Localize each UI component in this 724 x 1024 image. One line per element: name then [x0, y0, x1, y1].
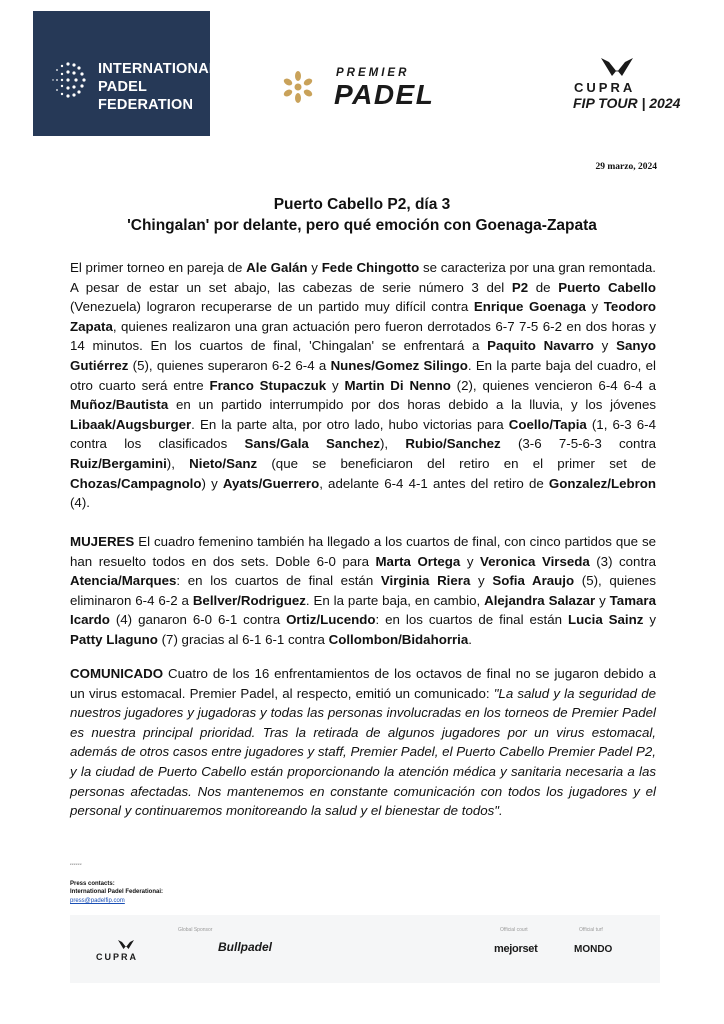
- text-run: : en los cuartos de final están: [375, 612, 568, 628]
- text-run: y: [643, 612, 657, 628]
- text-run: y: [593, 338, 617, 354]
- bold-run: Martin Di Nenno: [344, 377, 451, 393]
- text-run: ),: [380, 436, 406, 452]
- bold-run: Muñoz/Bautista: [70, 397, 169, 413]
- italic-quote-run: "La salud y la seguridad de nuestros jugadores y jugadoras y todas las personas involucradas en los torneos de Premier Padel es nuestra principal prioridad. Tras la retirada de algunos jugadores por un virus estomacal, además de otros casos entre jugadores y staff, Premier Padel, el Puerto Cabello Premier Padel P2, y la ciudad de Puerto Cabello están proporcionando la atención médica y sanitaria necesaria a las personas afectadas. Nos mantenemos en constante comunicación con todos los jugadores y el personal y continuaremos monitoreando la salud y el bienestar de todos".: [70, 685, 656, 819]
- text-run: (5), quienes superaron 6-2 6-4 a: [128, 357, 331, 373]
- mejorset-logo: mejorset: [494, 943, 538, 955]
- text-run: El cuadro femenino también ha llegado a los cuartos de final, con cinco partidos que se han resuelto todos en dos sets. Doble 6-0 para: [70, 534, 656, 569]
- text-run: se caracteriza por una gran remontada. A pesar de estar un set abajo, las cabezas de serie número 3 del: [70, 260, 657, 295]
- press-contacts: [70, 880, 163, 905]
- ipf-line-1: INTERNATIONAL: [98, 61, 218, 77]
- cupra-wordmark: CUPRA: [574, 80, 636, 95]
- bold-run: Rubio/Sanchez: [405, 436, 501, 452]
- press-release-date: 29 marzo, 2024: [595, 162, 657, 172]
- tiny-mark: xxxxxx: [70, 862, 82, 866]
- text-run: (que se beneficiaron del retiro en el primer set de: [257, 455, 656, 471]
- text-run: (Venezuela) lograron recuperarse de un partido muy difícil contra: [70, 299, 474, 315]
- bold-run: Nunes/Gomez Silingo: [330, 357, 468, 373]
- bold-run: Sans/Gala Sanchez: [244, 436, 380, 452]
- ipf-line-2: PADEL: [98, 79, 148, 95]
- premier-padel-premier-text: PREMIER: [336, 67, 410, 79]
- text-run: El primer torneo en pareja de: [70, 260, 247, 275]
- text-run: (4).: [70, 495, 90, 511]
- bold-run: P2: [511, 279, 529, 295]
- footer-cupra-logo-icon: [117, 939, 135, 950]
- bold-run: Paquito Navarro: [487, 338, 594, 354]
- text-run: (3) contra: [589, 553, 656, 569]
- bold-run: Alejandra Salazar: [484, 592, 596, 608]
- text-run: . En la parte baja del cuadro, el otro cuarto será entre: [70, 357, 656, 393]
- premier-padel-flower-icon: [283, 66, 313, 108]
- bold-run: Tamara Icardo: [70, 592, 656, 628]
- text-run: y: [326, 377, 345, 393]
- text-run: y: [585, 299, 604, 315]
- cupra-logo-icon: [599, 56, 635, 78]
- press-contacts-org: International Padel Federationai:: [70, 889, 164, 896]
- bold-run: Veronica Virseda: [480, 553, 590, 569]
- bold-run: Marta Ortega: [375, 553, 461, 569]
- bold-run: Gonzalez/Lebron: [548, 475, 657, 491]
- text-run: ) y: [201, 475, 223, 491]
- bold-run: Ayats/Guerrero: [222, 475, 320, 491]
- bold-run: Puerto Cabello: [558, 279, 656, 295]
- text-run: , quienes realizaron una gran actuación pero fueron derrotados 6-7 7-5 6-2 en dos horas y 14 minutos. En los cuartos de final, 'Chingalan' se enfrentará a: [70, 318, 656, 354]
- bold-run: Nieto/Sanz: [189, 455, 258, 471]
- bold-run: COMUNICADO: [70, 666, 164, 681]
- bold-run: Lucia Sainz: [567, 612, 644, 628]
- bold-run: Fede Chingotto: [321, 260, 420, 275]
- bold-run: Franco Stupaczuk: [209, 377, 327, 393]
- bold-run: MUJERES: [70, 534, 135, 549]
- bold-run: Patty Llaguno: [70, 631, 158, 647]
- bold-run: Enrique Goenaga: [473, 299, 586, 315]
- text-run: .: [468, 631, 472, 647]
- footer-cupra-wordmark: CUPRA: [96, 952, 139, 962]
- text-run: (3-6 7-5-6-3 contra: [500, 436, 656, 452]
- text-run: . En la parte alta, por otro lado, hubo victorias para: [191, 416, 509, 432]
- sponsor-footer: [70, 915, 660, 983]
- paragraph-women: [70, 532, 656, 650]
- bold-run: Sanyo Gutiérrez: [70, 338, 656, 373]
- press-email-link[interactable]: press@padelfip.com: [70, 897, 125, 904]
- bold-run: Collombon/Bidahorria: [328, 631, 469, 647]
- text-run: y: [595, 592, 610, 608]
- text-run: (5), quienes eliminaron 6-4 6-2 a: [70, 573, 656, 608]
- text-run: (1, 6-3 6-4 contra los clasificados: [70, 416, 656, 452]
- bold-run: Teodoro Zapata: [70, 299, 656, 334]
- mondo-logo: MONDO: [574, 944, 613, 955]
- official-court-label: Official court: [500, 927, 528, 933]
- paragraph-statement: [70, 664, 656, 821]
- text-run: de: [528, 279, 559, 295]
- text-run: en un partido interrumpido por dos horas debido a la lluvia, y los jóvenes: [168, 397, 656, 413]
- text-run: (2), quienes vencieron 6-4 6-4 a: [450, 377, 656, 393]
- bullpadel-logo: Bullpadel: [218, 940, 273, 954]
- text-run: (7) gracias al 6-1 6-1 contra: [157, 631, 329, 647]
- text-run: (4) ganaron 6-0 6-1 contra: [109, 612, 287, 628]
- ipf-ball-logo-icon: [48, 60, 88, 100]
- bold-run: Coello/Tapia: [508, 416, 587, 432]
- text-run: ),: [166, 455, 190, 471]
- ipf-wordmark: [98, 60, 218, 114]
- ipf-line-3: FEDERATION: [98, 97, 194, 113]
- text-run: y: [460, 553, 480, 569]
- bold-run: Ale Galán: [246, 260, 308, 275]
- text-run: , adelante 6-4 4-1 antes del retiro de: [319, 475, 549, 491]
- bold-run: Chozas/Campagnolo: [70, 475, 202, 491]
- text-run: Cuatro de los 16 enfrentamientos de los octavos de final no se jugaron debido a un virus estomacal. Premier Padel, al respecto, emitió un comunicado:: [70, 666, 656, 701]
- premier-padel-padel-text: PADEL: [334, 79, 435, 110]
- bold-run: Ruiz/Bergamini: [70, 455, 167, 471]
- text-run: . En la parte baja, en cambio,: [305, 592, 485, 608]
- bold-run: Virginia Riera: [380, 573, 471, 589]
- fip-tour-label: FIP TOUR | 2024: [573, 95, 681, 111]
- bold-run: Libaak/Augsburger: [70, 416, 192, 432]
- headline-line-2: 'Chingalan' por delante, pero qué emoción con Goenaga-Zapata: [127, 217, 597, 234]
- bold-run: Sofia Araujo: [492, 573, 575, 589]
- text-run: y: [307, 260, 322, 275]
- official-turf-label: Official turf: [579, 927, 603, 933]
- bold-run: Ortiz/Lucendo: [286, 612, 376, 628]
- paragraph-men: [70, 258, 656, 513]
- bold-run: Atencia/Marques: [70, 573, 177, 589]
- global-sponsor-label: Global Sponsor: [178, 927, 213, 933]
- press-contacts-label: Press contacts:: [70, 881, 115, 887]
- bold-run: Bellver/Rodriguez: [192, 592, 306, 608]
- text-run: y: [470, 573, 493, 589]
- text-run: : en los cuartos de final están: [176, 573, 381, 589]
- headline-line-1: Puerto Cabello P2, día 3: [273, 196, 451, 213]
